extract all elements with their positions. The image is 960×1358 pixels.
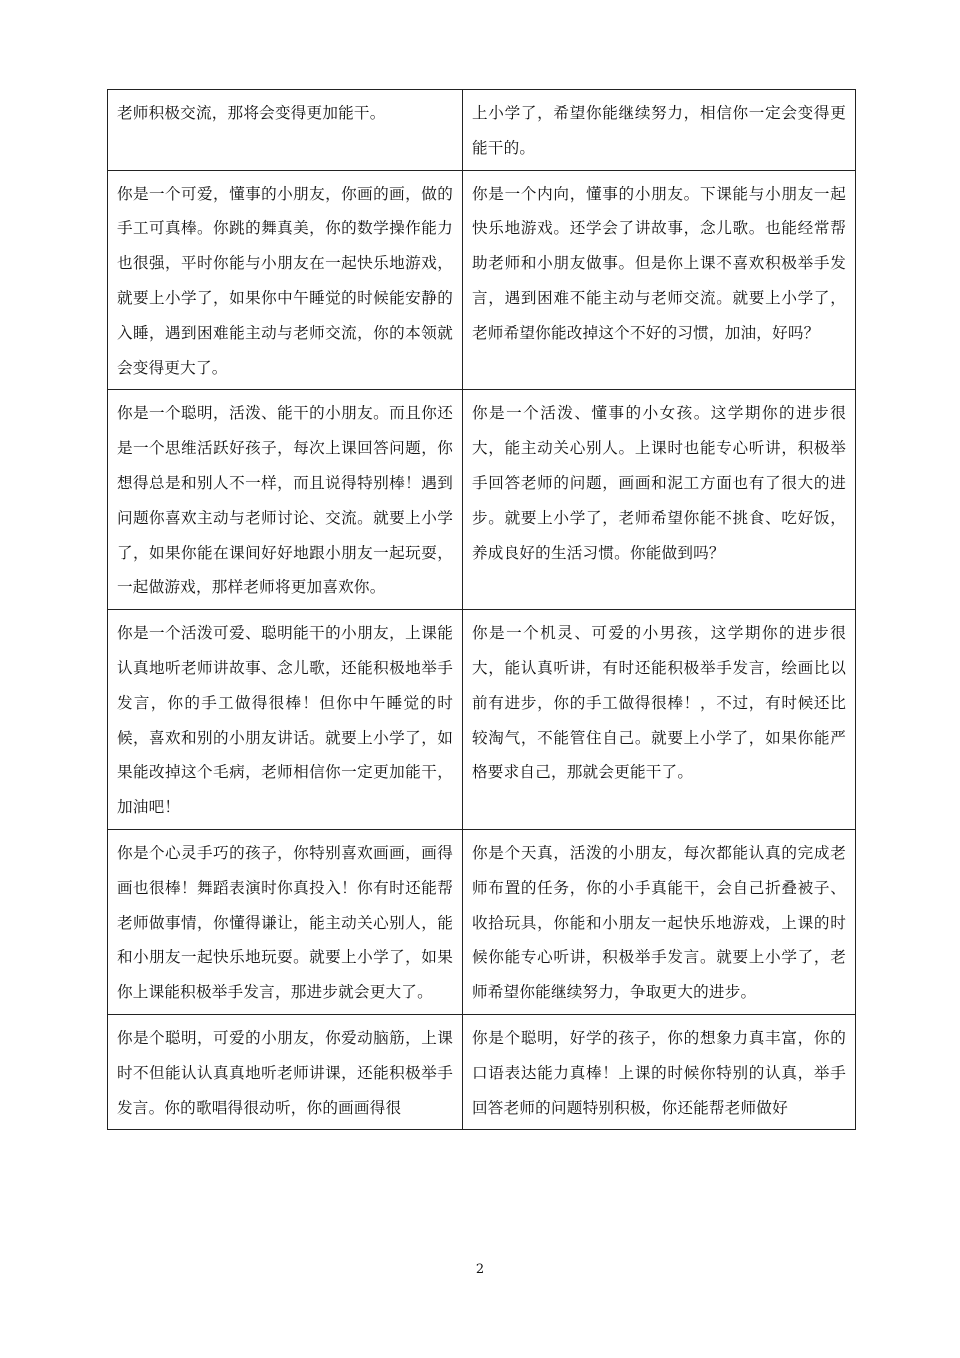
comments-table [107, 89, 856, 1130]
table-row [108, 170, 856, 390]
page-number: 2 [475, 1262, 485, 1277]
comment-cell-right: 你是一个机灵、可爱的小男孩，这学期你的进步很大，能认真听讲，有时还能积极举手发言，绘画比以前有进步，你的手工做得很棒！，不过，有时候还比较淘气，不能管住自己。就要上小学了，如果你能严格要求自己，那就会更能干了。 [463, 610, 856, 830]
comment-cell-right: 上小学了，希望你能继续努力，相信你一定会变得更能干的。 [463, 90, 856, 171]
table-row [108, 610, 856, 830]
comment-cell-right: 你是个聪明，好学的孩子，你的想象力真丰富，你的口语表达能力真棒！上课的时候你特别的认真，举手回答老师的问题特别积极，你还能帮老师做好 [463, 1014, 856, 1129]
comment-cell-right: 你是一个活泼、懂事的小女孩。这学期你的进步很大，能主动关心别人。上课时也能专心听讲，积极举手回答老师的问题，画画和泥工方面也有了很大的进步。就要上小学了，老师希望你能不挑食、吃好饭，养成良好的生活习惯。你能做到吗？ [463, 390, 856, 610]
table-row [108, 90, 856, 171]
comment-cell-left: 你是个心灵手巧的孩子，你特别喜欢画画，画得画也很棒！舞蹈表演时你真投入！你有时还能帮老师做事情，你懂得谦让，能主动关心别人，能和小朋友一起快乐地玩耍。就要上小学了，如果你上课能积极举手发言，那进步就会更大了。 [108, 829, 463, 1014]
comment-cell-right: 你是一个内向，懂事的小朋友。下课能与小朋友一起快乐地游戏。还学会了讲故事，念儿歌。也能经常帮助老师和小朋友做事。但是你上课不喜欢积极举手发言，遇到困难不能主动与老师交流。就要上小学了，老师希望你能改掉这个不好的习惯，加油，好吗？ [463, 170, 856, 390]
comment-cell-right: 你是个天真，活泼的小朋友，每次都能认真的完成老师布置的任务，你的小手真能干，会自己折叠被子、收拾玩具，你能和小朋友一起快乐地游戏，上课的时候你能专心听讲，积极举手发言。就要上小学了，老师希望你能继续努力，争取更大的进步。 [463, 829, 856, 1014]
table-row [108, 829, 856, 1014]
table-row [108, 1014, 856, 1129]
comment-cell-left: 你是一个可爱，懂事的小朋友，你画的画，做的手工可真棒。你跳的舞真美，你的数学操作能力也很强，平时你能与小朋友在一起快乐地游戏，就要上小学了，如果你中午睡觉的时候能安静的入睡，遇到困难能主动与老师交流，你的本领就会变得更大了。 [108, 170, 463, 390]
comment-cell-left: 你是个聪明，可爱的小朋友，你爱动脑筋，上课时不但能认认真真地听老师讲课，还能积极举手发言。你的歌唱得很动听，你的画画得很 [108, 1014, 463, 1129]
table-row [108, 390, 856, 610]
comment-cell-left: 你是一个活泼可爱、聪明能干的小朋友，上课能认真地听老师讲故事、念儿歌，还能积极地举手发言，你的手工做得很棒！但你中午睡觉的时候，喜欢和别的小朋友讲话。就要上小学了，如果能改掉这个毛病，老师相信你一定更加能干，加油吧！ [108, 610, 463, 830]
comment-cell-left: 老师积极交流，那将会变得更加能干。 [108, 90, 463, 171]
comment-cell-left: 你是一个聪明，活泼、能干的小朋友。而且你还是一个思维活跃好孩子，每次上课回答问题，你想得总是和别人不一样，而且说得特别棒！遇到问题你喜欢主动与老师讨论、交流。就要上小学了，如果你能在课间好好地跟小朋友一起玩耍，一起做游戏，那样老师将更加喜欢你。 [108, 390, 463, 610]
